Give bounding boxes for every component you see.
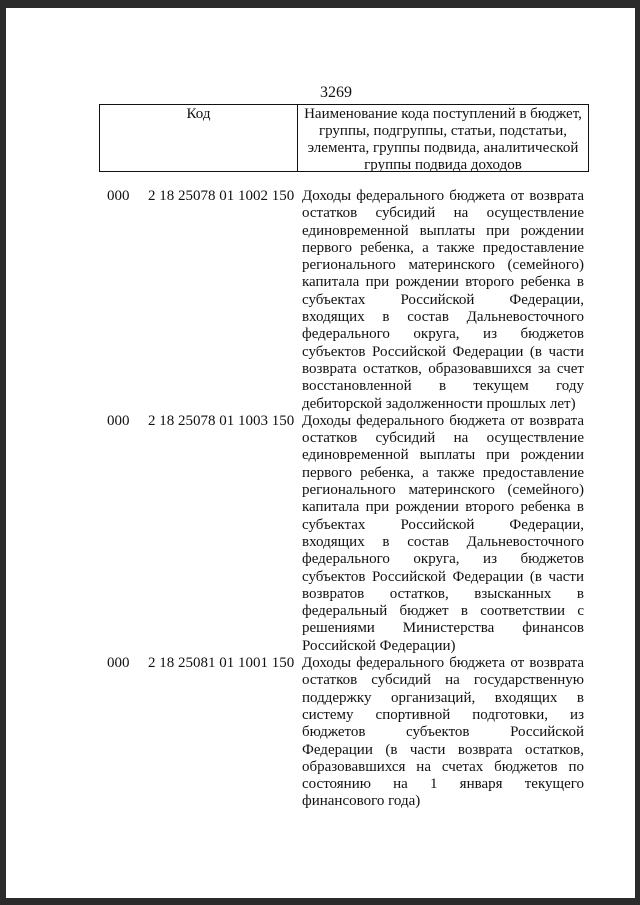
scan-border-top: [0, 0, 640, 8]
page-number: 3269: [320, 84, 352, 101]
entry-row: [0, 655, 640, 811]
entry-row: [0, 188, 640, 413]
entry-prefix: 000: [107, 655, 130, 672]
entry-code: 2 18 25078 01 1003 150: [148, 412, 295, 429]
entry-prefix: 000: [107, 188, 130, 204]
entry-row: [0, 413, 640, 655]
entries-list: [0, 188, 640, 811]
entry-description: Доходы федерального бюджета от возврата остатков субсидий на осуществление единовременной выплаты при рождении первого ребенка, а также предоставление регионального материнского (семейного) капитала при рождении второго ребенка в субъектах Российской Федерации, входящих в состав Дальневосточного федерального округа, из бюджетов субъектов Российской Федерации (в части возвратов остатков, взысканных в федеральный бюджет в соответствии с решениями Министерства финансов Российской Федерации): [302, 412, 584, 654]
entry-code: 2 18 25081 01 1001 150: [148, 655, 295, 672]
scan-border-bottom: [0, 898, 640, 905]
entry-description: Доходы федерального бюджета от возврата остатков субсидий на государственную поддержку организаций, входящих в систему спортивной подготовки, из бюджетов субъектов Российской Федерации (в части возврата остатков, образовавшихся на счетах бюджетов по состоянию на 1 января текущего финансового года): [302, 655, 584, 810]
entry-prefix: 000: [107, 412, 130, 429]
header-col-code: Код: [100, 105, 298, 171]
header-col-name: Наименование кода поступлений в бюджет, группы, подгруппы, статьи, подстатьи, элемента, группы подвида, аналитической группы подвида доходов: [304, 106, 582, 173]
header-table: [99, 104, 589, 172]
entry-description: Доходы федерального бюджета от возврата остатков субсидий на осуществление единовременной выплаты при рождении первого ребенка, а также предоставление регионального материнского (семейного) капитала при рождении второго ребенка в субъектах Российской Федерации, входящих в состав Дальневосточного федерального округа, из бюджетов субъектов Российской Федерации (в части возврата остатков, образовавшихся за счет восстановленной в текущем году дебиторской задолженности прошлых лет): [302, 188, 584, 412]
entry-code: 2 18 25078 01 1002 150: [148, 188, 295, 204]
